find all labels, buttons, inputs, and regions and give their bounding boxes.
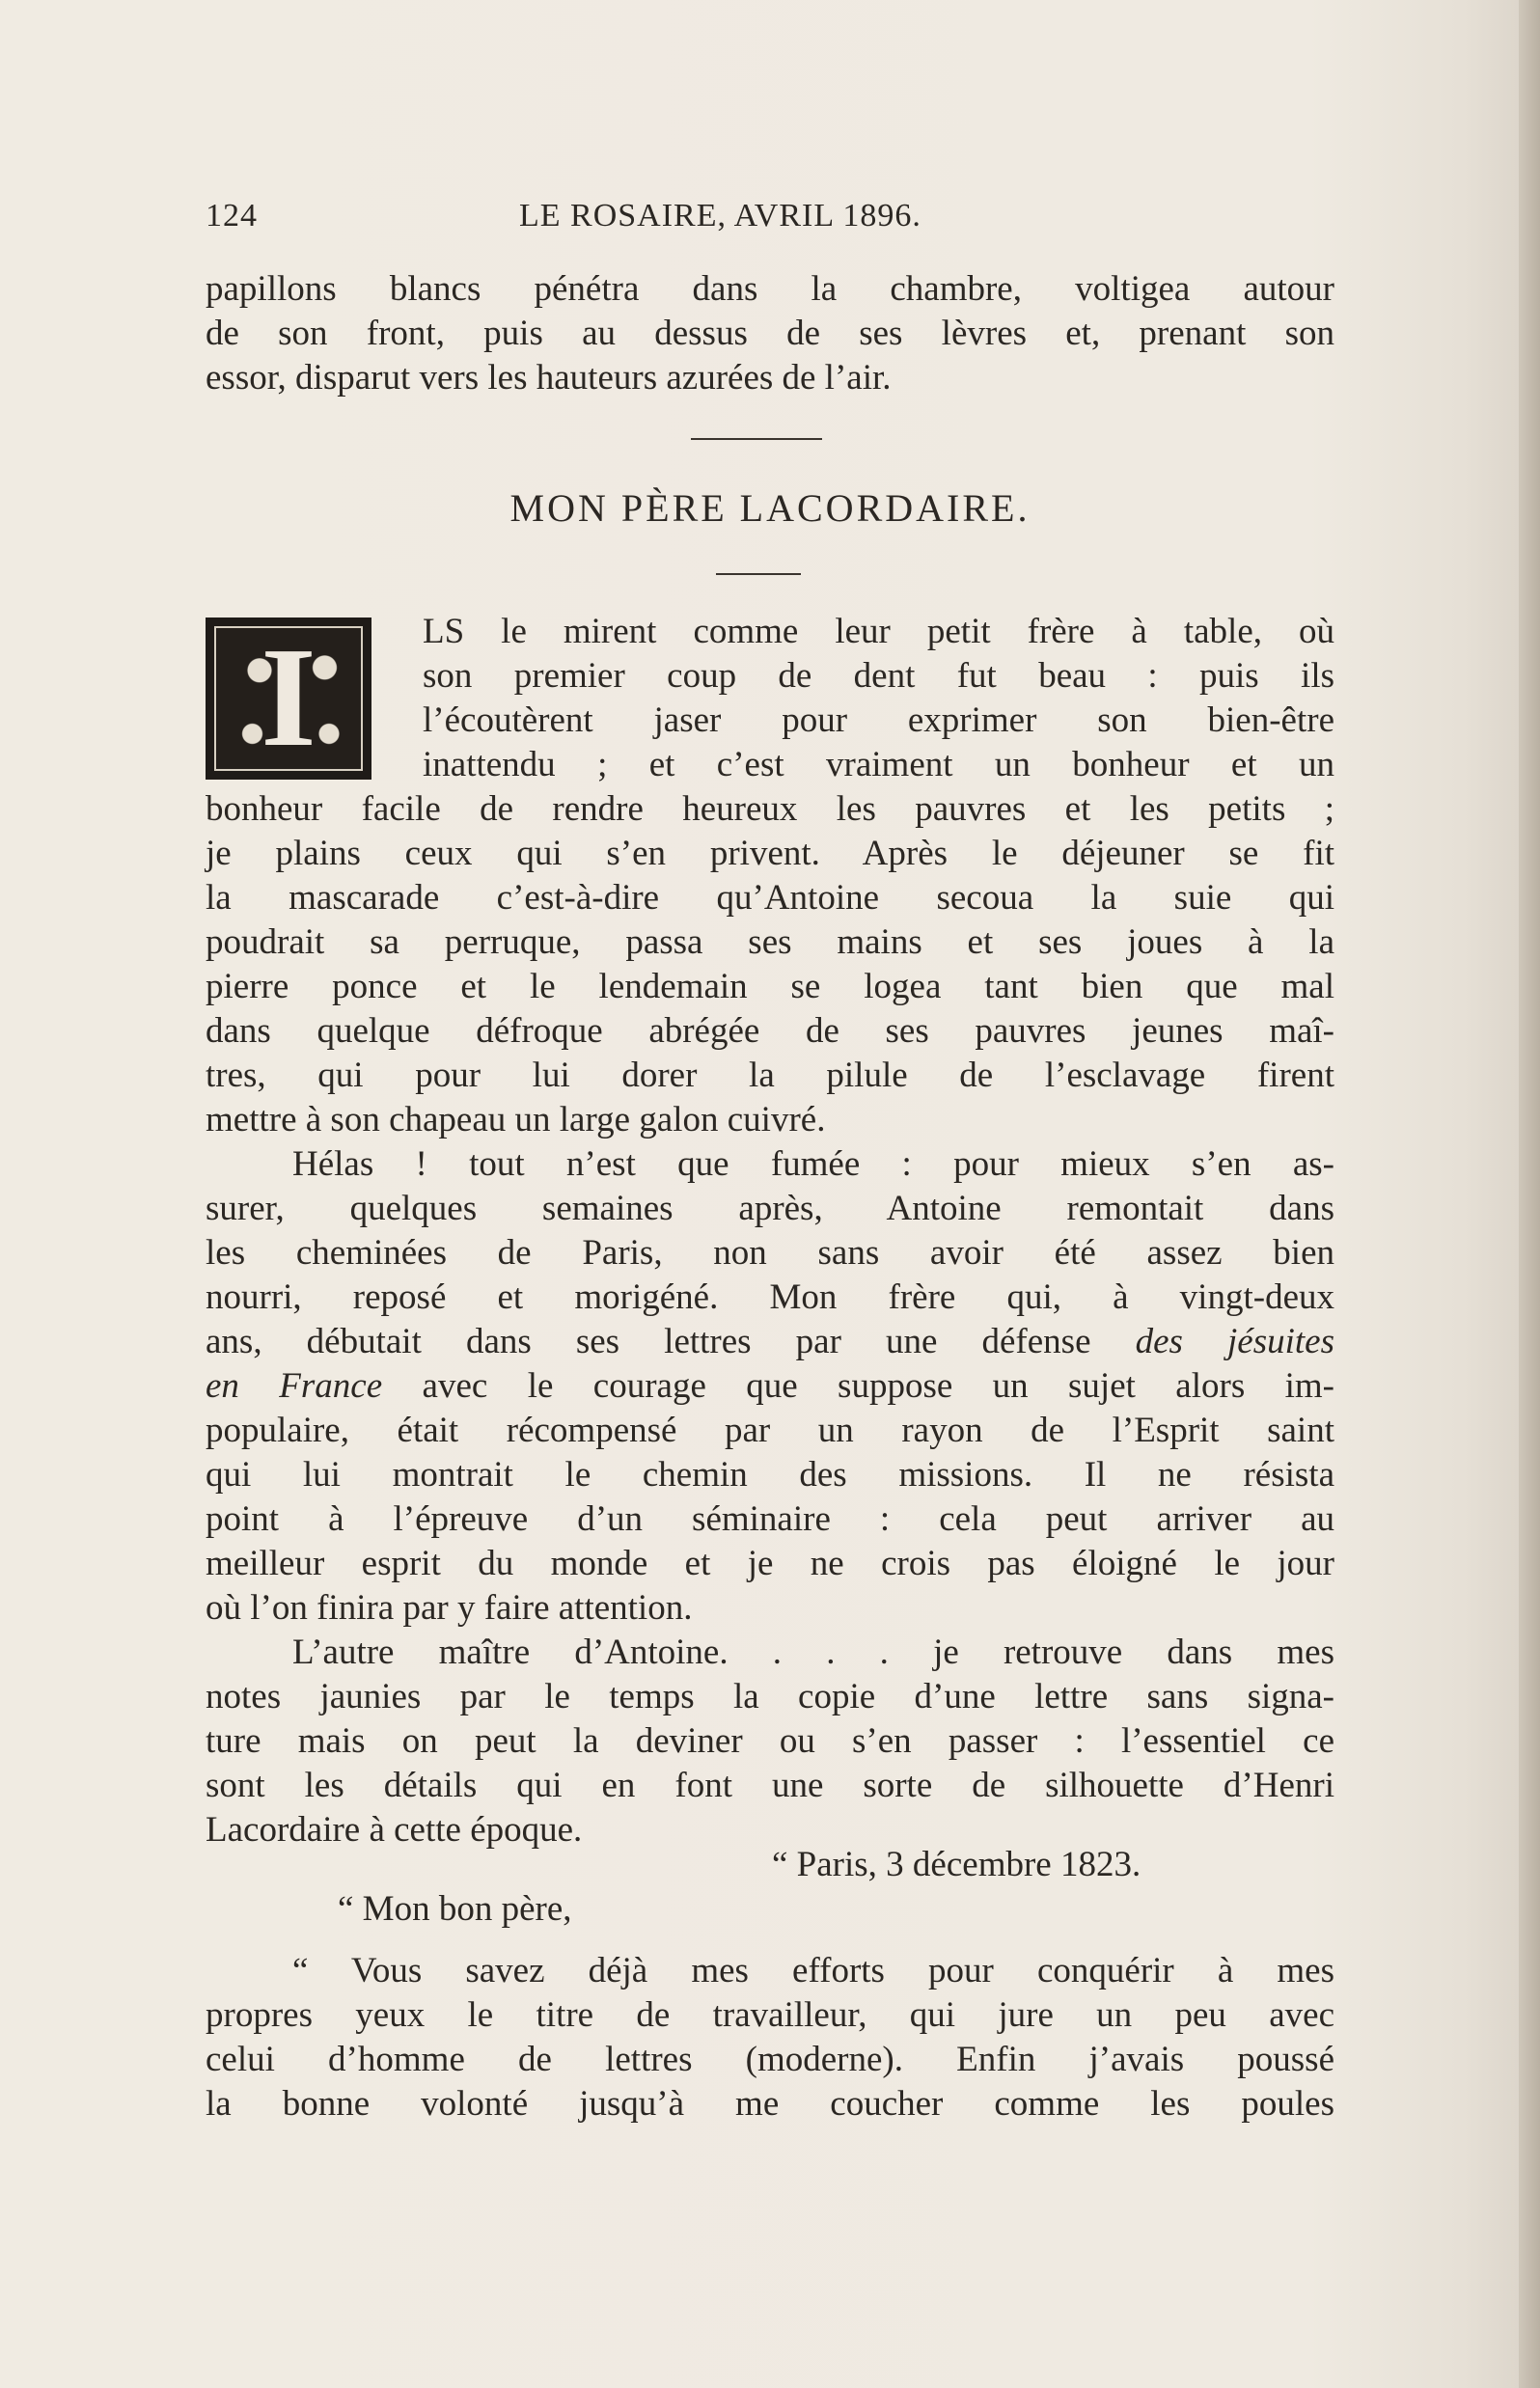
italic-phrase: en France — [206, 1366, 383, 1406]
text-span: avec le courage que suppose un sujet alors im- — [382, 1366, 1334, 1406]
letter-salutation: “ Mon bon père, — [338, 1889, 572, 1929]
text-line: L’autre maître d’Antoine. . . . je retrouve dans mes — [292, 1633, 1334, 1672]
text-line: bonheur facile de rendre heureux les pauvres et les petits ; — [206, 789, 1334, 829]
text-line: populaire, était récompensé par un rayon de l’Esprit saint — [206, 1411, 1334, 1450]
text-line: LS le mirent comme leur petit frère à table, où — [423, 612, 1334, 651]
text-line: celui d’homme de lettres (moderne). Enfin j’avais poussé — [206, 2040, 1334, 2079]
text-line: meilleur esprit du monde et je ne crois pas éloigné le jour — [206, 1544, 1334, 1583]
text-line: qui lui montrait le chemin des missions. Il ne résista — [206, 1455, 1334, 1495]
text-line: point à l’épreuve d’un séminaire : cela peut arriver au — [206, 1499, 1334, 1539]
text-line: dans quelque défroque abrégée de ses pauvres jeunes maî- — [206, 1011, 1334, 1051]
initial-letter: I — [261, 618, 316, 777]
text-line: sont les détails qui en font une sorte de silhouette d’Henri — [206, 1766, 1334, 1805]
text-span: ans, débutait dans ses lettres par une défense — [206, 1322, 1091, 1361]
text-line: la mascarade c’est-à-dire qu’Antoine secoua la suie qui — [206, 878, 1334, 918]
running-header — [206, 198, 997, 246]
italic-phrase: des jésuites — [1135, 1322, 1334, 1361]
text-line: l’écoutèrent jaser pour exprimer son bien-être — [423, 700, 1334, 740]
section-title: MON PÈRE LACORDAIRE. — [509, 486, 1031, 530]
running-title: LE ROSAIRE, AVRIL 1896. — [519, 198, 921, 233]
letter-dateline: “ Paris, 3 décembre 1823. — [772, 1845, 1141, 1884]
text-line: son premier coup de dent fut beau : puis ils — [423, 656, 1334, 696]
text-line: où l’on finira par y faire attention. — [206, 1588, 693, 1628]
text-line: propres yeux le titre de travailleur, qui jure un peu avec — [206, 1995, 1334, 2035]
text-line: notes jaunies par le temps la copie d’une lettre sans signa- — [206, 1677, 1334, 1716]
text-line: Hélas ! tout n’est que fumée : pour mieux s’en as- — [292, 1144, 1334, 1184]
ornamental-initial — [206, 618, 371, 780]
text-line: je plains ceux qui s’en privent. Après le déjeuner se fit — [206, 834, 1334, 873]
text-line-with-italic — [206, 1364, 1334, 1409]
text-line: ture mais on peut la deviner ou s’en passer : l’essentiel ce — [206, 1721, 1334, 1761]
text-line: Lacordaire à cette époque. — [206, 1810, 583, 1850]
text-line: la bonne volonté jusqu’à me coucher comme les poules — [206, 2084, 1334, 2124]
text-line: nourri, reposé et morigéné. Mon frère qui, à vingt-deux — [206, 1277, 1334, 1317]
text-line: tres, qui pour lui dorer la pilule de l’esclavage firent — [206, 1056, 1334, 1095]
text-line: surer, quelques semaines après, Antoine remontait dans — [206, 1189, 1334, 1228]
section-rule-top — [691, 438, 822, 440]
text-line: de son front, puis au dessus de ses lèvres et, prenant son — [206, 314, 1334, 353]
text-line: poudrait sa perruque, passa ses mains et ses joues à la — [206, 922, 1334, 962]
text-line: pierre ponce et le lendemain se logea tant bien que mal — [206, 967, 1334, 1006]
text-line: inattendu ; et c’est vraiment un bonheur et un — [423, 745, 1334, 784]
text-line: papillons blancs pénétra dans la chambre, voltigea autour — [206, 269, 1334, 309]
page-number: 124 — [206, 198, 258, 233]
text-line: essor, disparut vers les hauteurs azurées de l’air. — [206, 358, 892, 398]
text-line: mettre à son chapeau un large galon cuivré. — [206, 1100, 826, 1139]
section-rule-bottom — [716, 573, 801, 575]
book-gutter — [1519, 0, 1540, 2388]
text-line: les cheminées de Paris, non sans avoir été assez bien — [206, 1233, 1334, 1273]
text-line-with-italic — [206, 1320, 1334, 1364]
text-line: “ Vous savez déjà mes efforts pour conquérir à mes — [292, 1951, 1334, 1990]
